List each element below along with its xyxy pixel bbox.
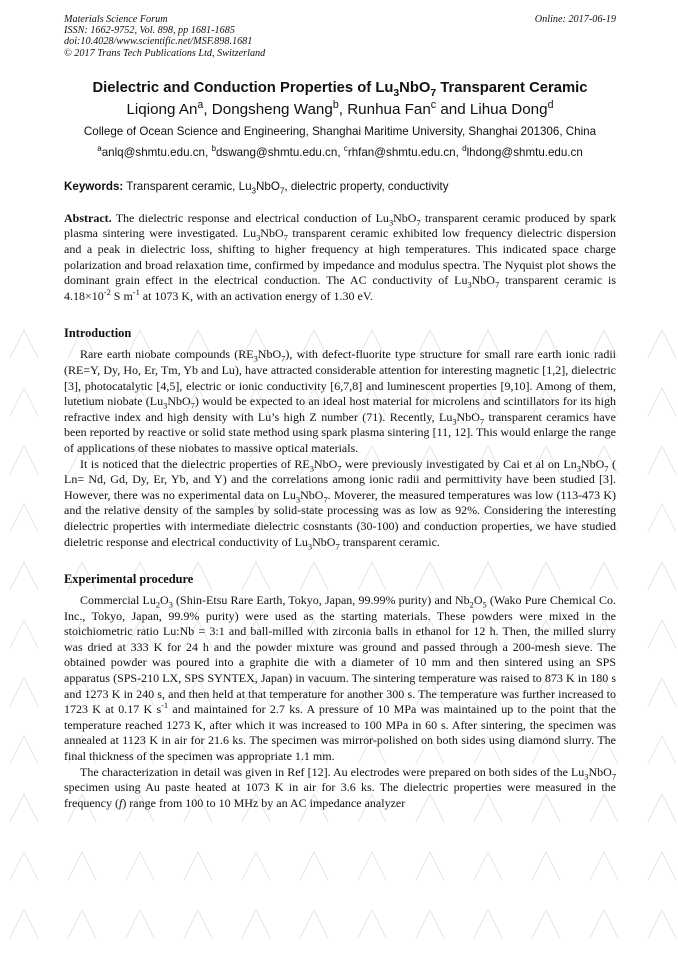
paper-content <box>64 14 616 811</box>
email[interactable]: $^d$lhdong@shmtu.edu.cn <box>462 143 583 159</box>
watermark-mark <box>648 504 676 532</box>
watermark-mark <box>10 504 38 532</box>
watermark-mark <box>184 910 212 938</box>
watermark-mark <box>10 446 38 474</box>
watermark-mark <box>10 620 38 648</box>
experimental-paragraph-2: The characterization in detail was given in Ref [12]. Au electrodes were prepared on both sides of the $Lu_3NbO_7$ specimen using Au paste heated at 1073 K in air for 3.6 ks. The dielectric properties were measured in the frequency (f) range from 100 to 10 MHz by an AC impedance analyzer <box>64 764 616 810</box>
section-heading-experimental: Experimental procedure <box>64 572 194 587</box>
watermark-mark <box>10 678 38 706</box>
watermark-mark <box>10 562 38 590</box>
keywords: Keywords: Transparent ceramic, $Lu_3NbO_7$, dielectric property, conductivity <box>64 179 449 196</box>
author: Liqiong An$^a$, <box>126 98 212 118</box>
watermark-mark <box>10 910 38 938</box>
watermark-mark <box>358 852 386 880</box>
section-heading-introduction: Introduction <box>64 326 132 341</box>
copyright: © 2017 Trans Tech Publications Ltd, Switzerland <box>64 47 266 59</box>
watermark-mark <box>242 852 270 880</box>
email[interactable]: $^a$anlq@shmtu.edu.cn, <box>97 143 212 159</box>
author: Lihua Dong$^d$ <box>469 98 554 118</box>
watermark-mark <box>648 330 676 358</box>
experimental-paragraph-1: Commercial $Lu_2O_3$ (Shin-Etsu Rare Earth, Tokyo, Japan, 99.99% purity) and $Nb_2O_5$ (Wako Pure Chemical Co. Inc., Tokyo, Japan, 99.9% purity) were used as the starting materials. These powders were mixed in the stoichiometric ratio Lu:Nb = 3:1 and ball-milled with zirconia balls in ethanol for 12 h. Then, the milled slurry was dried at 333 K for 24 h and the powder mixture was ground and passed through a 200-mesh sieve. The obtained powder was poured into a graphite die with a diameter of 10 mm and then sintered using an SPS apparatus (SPS-210 LX, SPS SYNTEX, Japan) in vacuum. The sintering temperature was raised to 873 K in 180 s and 1273 K in 240 s, and then held at that temperature for another 300 s. The temperature was further increased to 1723 K at 0.17 K $s^{-1}$ and maintained for 2.7 ks. A pressure of 10 MPa was maintained up to the point that the temperature reached 1273 K, after which it was increased to 100 MPa in 60 s. After sintering, the specimen was annealed at 1123 K in air for 21.6 ks. The specimen was mirror-polished on both sides using diamond slurry. The final thickness of the specimen was appropriate 1.1 mm. <box>64 593 617 764</box>
paper-title: Dielectric and Conduction Properties of $Lu_3NbO_7$ Transparent Ceramic <box>92 79 588 99</box>
keywords-label: Keywords: <box>64 179 124 193</box>
watermark-mark <box>648 678 676 706</box>
issn: ISSN: 1662-9752, Vol. 898, pp 1681-1685 <box>64 25 235 37</box>
affiliation: College of Ocean Science and Engineering, Shanghai Maritime University, Shanghai 201306, China <box>83 124 597 138</box>
abstract: Abstract. The dielectric response and electrical conduction of $Lu_3NbO_7$ transparent ceramic produced by spark plasma sintering were investigated. $Lu_3NbO_7$ transparent ceramic exhibited low frequency dielectric dispersion and a peak in dielectric loss, shifting to higher frequency at high temperatures. This indicated space charge polarization and broad relaxation time, confirmed by impedance and modulus spectra. The Nyquist plot shows the dominant grain effect in the electrical conduction. The AC conductivity of $Lu_3NbO_7$ transparent ceramic is $4.18\times 10^{-2}$ S $m^{-1}$ at 1073 K, with an activation energy of 1.30 eV. <box>64 210 616 303</box>
watermark-mark <box>648 910 676 938</box>
intro-paragraph-2: It is noticed that the dielectric properties of $RE_3NbO_7$ were previously investigated by Cai et al on $Ln_3NbO_7$ ( Ln= Nd, Gd, Dy, Er, Yb, and Y) and the correlations among ionic radii and permittivity have been studied [3]. However, there was no experimental data on $Lu_3NbO_7$. Moverer, the measured temperatures was low (113-473 K) and the relative density of the samples by solid-state processing was as low as 92%. Considering the interesting dielectric properties with intermediate dielectric cosnstants (30-100) and conduction properties, we have studied dieletric response and electrical conductivity of $Lu_3NbO_7$ transparent ceramic. <box>64 456 616 551</box>
abstract-label: Abstract. <box>64 210 112 225</box>
watermark-mark <box>300 910 328 938</box>
watermark-mark <box>416 910 444 938</box>
watermark-mark <box>416 852 444 880</box>
author-emails <box>64 143 616 160</box>
running-header <box>64 14 616 59</box>
journal-name: Materials Science Forum <box>64 14 168 25</box>
watermark-mark <box>126 852 154 880</box>
watermark-mark <box>300 852 328 880</box>
author: Dongsheng Wang$^b$, <box>211 98 348 118</box>
watermark-mark <box>126 910 154 938</box>
watermark-mark <box>648 562 676 590</box>
watermark-mark <box>532 910 560 938</box>
watermark-mark <box>10 794 38 822</box>
watermark-mark <box>648 852 676 880</box>
watermark-mark <box>68 910 96 938</box>
watermark-mark <box>474 852 502 880</box>
watermark-mark <box>10 736 38 764</box>
watermark-mark <box>648 620 676 648</box>
watermark-mark <box>648 794 676 822</box>
watermark-mark <box>590 910 618 938</box>
email[interactable]: $^b$dswang@shmtu.edu.cn, <box>211 143 344 159</box>
watermark-mark <box>68 852 96 880</box>
author-list <box>64 100 616 119</box>
watermark-mark <box>184 852 212 880</box>
online-date: Online: 2017-06-19 <box>534 14 616 25</box>
watermark-mark <box>648 736 676 764</box>
watermark-mark <box>242 910 270 938</box>
doi: doi:10.4028/www.scientific.net/MSF.898.1681 <box>64 36 253 48</box>
watermark-mark <box>474 910 502 938</box>
intro-paragraph-1: Rare earth niobate compounds $(RE_3NbO_7)$, with defect-fluorite type structure for small rare earth ionic radii (RE=Y, Dy, Ho, Er, Tm, Yb and Lu), have attracted considerable attention for interesting magnetic [1,2], dielectric [3], photocatalytic [4,5], electric or ionic conductivity [6,7,8] and luminescent properties [9,10]. Among of them, lutetium niobate $(Lu_3NbO_7)$ would be expected to an ideal host material for microlens and scintillators for its high refractive index and high density with Lu’s high Z number (71). Recently, $Lu_3NbO_7$ transparent ceramics have been reported by reactive or solid state method using spark plasma sintering [11, 12]. This would enlarge the range of applications of these niobates to massive optical materials. <box>64 347 616 455</box>
author: Runhua Fan$^c$ and <box>347 98 470 118</box>
watermark-mark <box>648 446 676 474</box>
watermark-mark <box>358 910 386 938</box>
watermark-mark <box>590 852 618 880</box>
watermark-mark <box>648 388 676 416</box>
watermark-mark <box>532 852 560 880</box>
email[interactable]: $^c$rhfan@shmtu.edu.cn, <box>343 143 463 159</box>
watermark-mark <box>10 388 38 416</box>
watermark-mark <box>10 852 38 880</box>
watermark-mark <box>10 330 38 358</box>
